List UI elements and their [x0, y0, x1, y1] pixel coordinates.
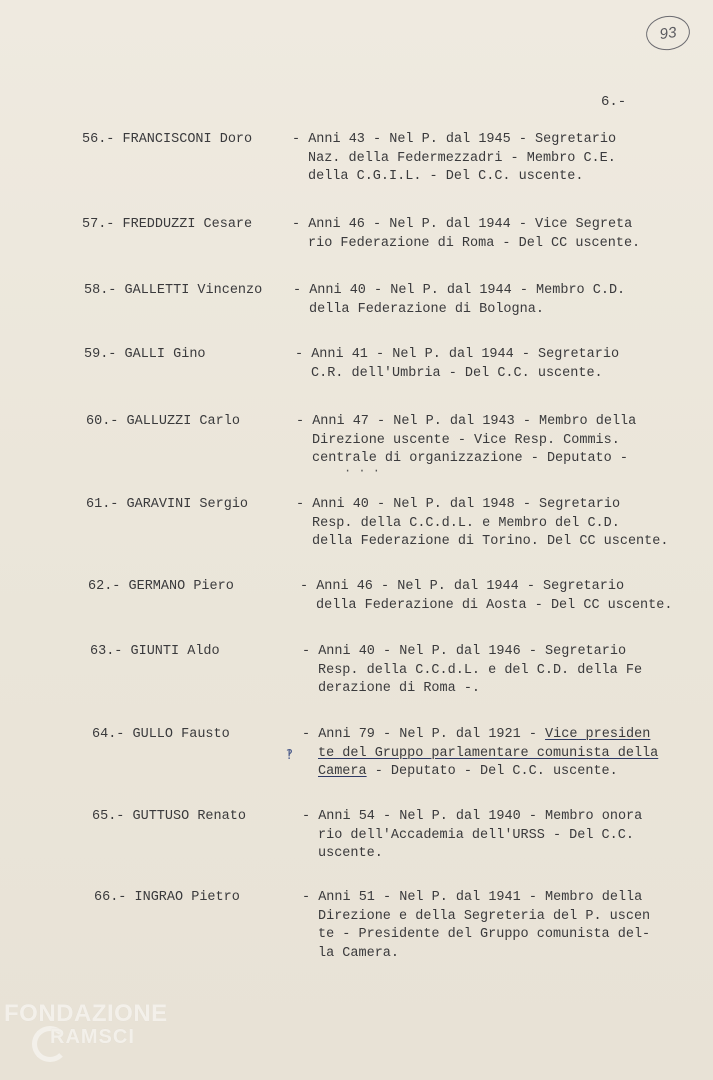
entry-label: 66.- INGRAO Pietro — [94, 890, 240, 905]
entry-label: 56.- FRANCISCONI Doro — [82, 132, 253, 147]
entry-line: - Anni 40 - Nel P. dal 1946 - Segretario — [302, 644, 627, 659]
entry-line: C.R. dell'Umbria - Del C.C. uscente. — [311, 365, 603, 381]
entry-label: 61.- GARAVINI Sergio — [86, 497, 249, 512]
entry-label: 59.- GALLI Gino — [84, 347, 206, 362]
entry-line: rio Federazione di Roma - Del CC uscente. — [308, 235, 641, 251]
entry-line: centrale di organizzazione - Deputato - — [312, 451, 628, 466]
ink-dots: · · · — [344, 464, 381, 478]
entry-description — [302, 726, 658, 782]
entry-line: Naz. della Federmezzadri - Membro C.E. — [308, 150, 616, 166]
underlined-text: Vice presiden — [545, 727, 651, 742]
entry-text: - Deputato - Del C.C. uscente. — [366, 764, 618, 779]
entry-line: della C.G.I.L. - Del C.C. uscente. — [308, 169, 584, 184]
page-stamp-text: 93 — [658, 23, 678, 43]
entry-line: - Anni 47 - Nel P. dal 1943 - Membro della — [296, 414, 637, 429]
entry-description — [302, 889, 650, 963]
entry-line: Direzione uscente - Vice Resp. Commis. — [312, 432, 620, 448]
entry-label: 62.- GERMANO Piero — [88, 579, 234, 594]
entry-line: della Federazione di Torino. Del CC uscente. — [312, 534, 669, 549]
entry-line — [302, 726, 658, 745]
entry-line: della Federazione di Bologna. — [309, 301, 544, 317]
entry-label: 60.- GALLUZZI Carlo — [86, 414, 240, 429]
entry-label: 58.- GALLETTI Vincenzo — [84, 283, 263, 298]
entry-line: Resp. della C.C.d.L. e del C.D. della Fe — [318, 662, 643, 678]
entry-description — [292, 131, 616, 187]
entry-line: la Camera. — [318, 945, 400, 961]
page-stamp — [644, 13, 692, 53]
entry-line: - Anni 40 - Nel P. dal 1948 - Segretario — [296, 497, 621, 512]
entry-description — [295, 346, 619, 383]
entry-description — [296, 413, 636, 469]
entry-line: - Anni 51 - Nel P. dal 1941 - Membro della — [302, 890, 643, 905]
watermark-line1: FONDAZIONE — [4, 1000, 168, 1027]
entry-description — [293, 282, 625, 319]
entry-line: derazione di Roma -. — [318, 681, 481, 696]
entry-line: Resp. della C.C.d.L. e Membro del C.D. — [312, 515, 620, 531]
entry-line: - Anni 46 - Nel P. dal 1944 - Segretario — [300, 579, 625, 594]
entry-line: rio dell'Accademia dell'URSS - Del C.C. — [318, 827, 634, 843]
underlined-text: Camera — [318, 764, 367, 779]
underlined-text: te del Gruppo parlamentare comunista della — [318, 745, 659, 761]
entry-label: 63.- GIUNTI Aldo — [90, 644, 220, 659]
entry-line — [302, 745, 658, 764]
entry-label: 65.- GUTTUSO Renato — [92, 809, 246, 824]
fondazione-gramsci-watermark — [4, 1000, 204, 1070]
entry-line: - Anni 41 - Nel P. dal 1944 - Segretario — [295, 347, 620, 362]
entry-description — [300, 578, 672, 615]
entry-label: 57.- FREDDUZZI Cesare — [82, 217, 253, 232]
entry-line: uscente. — [318, 846, 383, 861]
entry-line: - Anni 40 - Nel P. dal 1944 - Membro C.D. — [293, 283, 626, 298]
entry-description — [292, 216, 640, 253]
entry-description — [302, 643, 642, 699]
entry-text: - Anni 79 - Nel P. dal 1921 - — [302, 727, 546, 742]
entry-line: - Anni 46 - Nel P. dal 1944 - Vice Segreta — [292, 217, 633, 232]
entry-line — [302, 763, 658, 782]
entry-label: 64.- GULLO Fausto — [92, 727, 230, 742]
entry-line: - Anni 54 - Nel P. dal 1940 - Membro onora — [302, 809, 643, 824]
entry-line: - Anni 43 - Nel P. dal 1945 - Segretario — [292, 132, 617, 147]
entry-line: della Federazione di Aosta - Del CC uscente. — [316, 597, 673, 613]
watermark-line2: RAMSCI — [50, 1026, 135, 1048]
entry-line: te - Presidente del Gruppo comunista del- — [318, 927, 651, 942]
entry-description — [302, 808, 642, 864]
entry-description — [296, 496, 668, 552]
margin-mark-icon: ‽ — [286, 748, 293, 763]
entry-line: Direzione e della Segreteria del P. uscen — [318, 908, 651, 924]
page-number: 6.- — [601, 94, 627, 110]
